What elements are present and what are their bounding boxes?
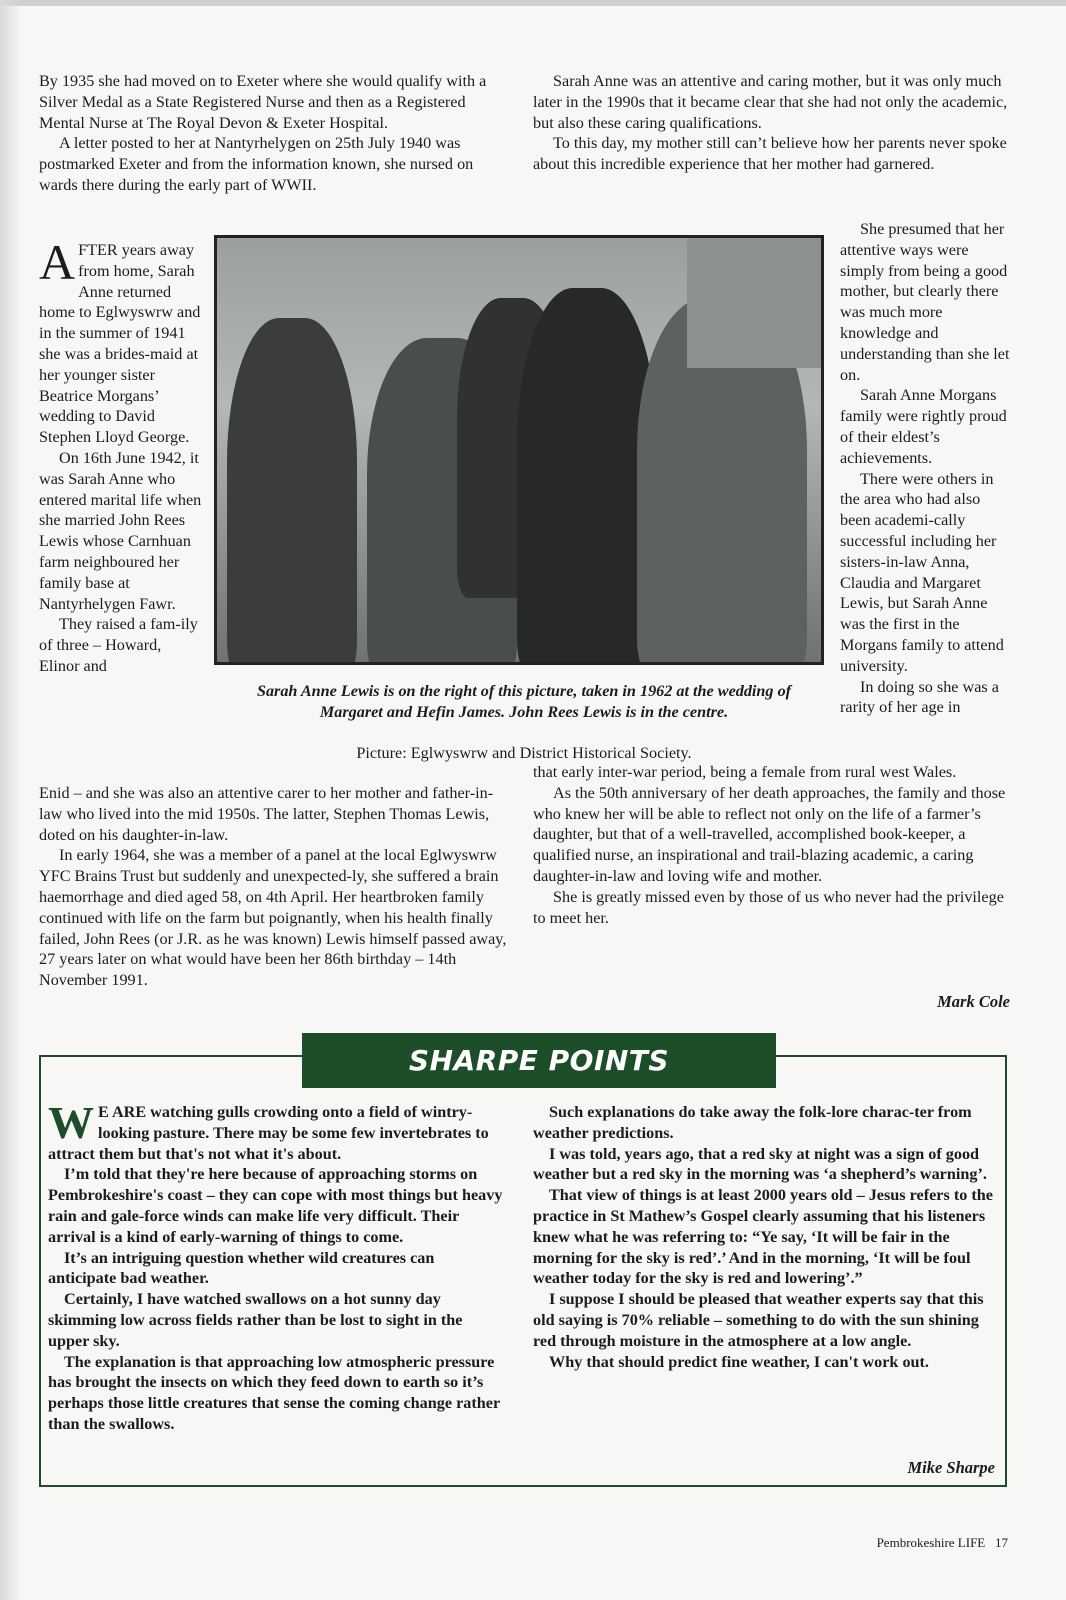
paragraph: There were others in the area who had also been academi-cally successful including her sisters-in-law Anna, Claudia and Margaret Lewis, but Sarah Anne was the first in the Morgans family to attend university. xyxy=(840,469,1004,675)
sharpe-left-column xyxy=(48,1097,504,1435)
publication-name: Pembrokeshire LIFE xyxy=(876,1535,986,1550)
photo-figure xyxy=(227,318,357,665)
photo-figure xyxy=(517,288,657,665)
paragraph: By 1935 she had moved on to Exeter where she would qualify with a Silver Medal as a State Registered Nurse and then as a Registered Mental Nurse at The Royal Devon & Exeter Hospital. xyxy=(39,72,487,132)
page-number: 17 xyxy=(995,1535,1008,1550)
paragraph: On 16th June 1942, it was Sarah Anne who entered marital life when she married John Rees Lewis whose Carnhuan farm neighboured her family base at Nantyrhelygen Fawr. xyxy=(39,448,202,613)
article-bottom-right xyxy=(533,762,1009,928)
article-top-right xyxy=(533,71,1009,175)
article-narrow-left xyxy=(39,234,204,677)
paragraph: That view of things is at least 2000 years old – Jesus refers to the practice in St Mathew’s Gospel clearly assuming that his listeners knew what he was referring to: “Ye say, ‘It will be fair in the morning for the sky is red’.’ And in the morning, ‘It will be foul weather today for the sky is red and lowering’.” xyxy=(533,1186,993,1288)
wedding-photo xyxy=(214,235,824,665)
paragraph: The explanation is that approaching low atmospheric pressure has brought the insects on which they feed down to earth so it’s perhaps those little creatures that sense the coming change rather than the swallows. xyxy=(48,1352,500,1433)
paragraph: They raised a fam-ily of three – Howard, Elinor and xyxy=(39,615,198,675)
page-shadow xyxy=(0,0,22,1600)
article-narrow-right xyxy=(840,219,1010,718)
paragraph: To this day, my mother still can’t believe how her parents never spoke about this incredible experience that her mother had garnered. xyxy=(533,134,1007,174)
paragraph: Certainly, I have watched swallows on a hot sunny day skimming low across fields rather than be lost to sight in the upper sky. xyxy=(48,1290,463,1350)
article-top-left xyxy=(39,71,511,196)
drop-cap: A xyxy=(39,234,76,290)
article-author: Mark Cole xyxy=(937,992,1010,1011)
paragraph-text: E ARE watching gulls crowding onto a field of wintry-looking pasture. There may be some few invertebrates to attract them but that's not what it's about. xyxy=(48,1103,489,1163)
paragraph: She presumed that her attentive ways were simply from being a good mother, but clearly there was much more knowledge and understanding than she let on. xyxy=(840,220,1010,384)
drop-cap: W xyxy=(48,1097,94,1148)
photo-credit: Picture: Eglwyswrw and District Historical Society. xyxy=(356,744,692,762)
photo-stone-wall xyxy=(687,238,824,368)
article-bottom-left xyxy=(39,783,511,991)
paragraph-text: FTER years away from home, Sarah Anne returned home to Eglwyswrw and in the summer of 1941 she was a brides-maid at her younger sister Beatrice Morgans’ wedding to David Stephen Lloyd George. xyxy=(39,241,201,447)
paragraph: Such explanations do take away the folk-lore charac-ter from weather predictions. xyxy=(533,1103,972,1142)
paragraph: A letter posted to her at Nantyrhelygen on 25th July 1940 was postmarked Exeter and from the information known, she nursed on wards there during the early part of WWII. xyxy=(39,134,474,194)
paragraph: In early 1964, she was a member of a panel at the local Eglwyswrw YFC Brains Trust but suddenly and unexpected-ly, she suffered a brain haemorrhage and died aged 58, on 4th April. Her heartbroken family continued with life on the farm but poignantly, when his health finally failed, John Rees (or J.R. as he was known) Lewis himself passed away, 27 years later on what would have been her 86th birthday – 14th November 1991. xyxy=(39,846,507,990)
page-footer xyxy=(780,1535,1008,1551)
paragraph: that early inter-war period, being a female from rural west Wales. xyxy=(533,763,957,781)
sharpe-right-column xyxy=(533,1102,993,1372)
sharpe-points-title: SHARPE POINTS xyxy=(302,1033,776,1088)
paragraph: It’s an intriguing question whether wild creatures can anticipate bad weather. xyxy=(48,1248,435,1288)
paragraph: Enid – and she was also an attentive carer to her mother and father-in-law who lived into the mid 1950s. The latter, Stephen Thomas Lewis, doted on his daughter-in-law. xyxy=(39,784,494,844)
paragraph: Why that should predict fine weather, I can't work out. xyxy=(549,1352,929,1371)
paragraph: Sarah Anne was an attentive and caring mother, but it was only much later in the 1990s that it became clear that she had not only the academic, but also these caring qualifications. xyxy=(533,72,1008,132)
paragraph: I suppose I should be pleased that weather experts say that this old saying is 70% reliable – something to do with the sun shining red through moisture in the atmosphere at a low angle. xyxy=(533,1290,984,1350)
sharpe-author: Mike Sharpe xyxy=(907,1458,995,1477)
paragraph xyxy=(48,1097,504,1164)
paragraph: In doing so she was a rarity of her age in xyxy=(840,677,999,717)
paragraph: Sarah Anne Morgans family were rightly proud of their eldest’s achievements. xyxy=(840,386,1007,467)
paragraph: I’m told that they're here because of approaching storms on Pembrokeshire's coast – they can cope with most things but heavy rain and gale-force winds can make life very difficult. Their arrival is a kind of early-warning of things to come. xyxy=(48,1165,503,1246)
paragraph: She is greatly missed even by those of us who never had the privilege to meet her. xyxy=(533,887,1004,927)
paragraph xyxy=(39,234,204,448)
photo-caption: Sarah Anne Lewis is on the right of this picture, taken in 1962 at the wedding of Margaret and Hefin James. John Rees Lewis is in the centre. xyxy=(256,682,792,721)
page-edge xyxy=(0,0,1066,6)
paragraph: I was told, years ago, that a red sky at night was a sign of good weather but a red sky in the morning was ‘a shepherd’s warning’. xyxy=(533,1144,987,1184)
paragraph: As the 50th anniversary of her death approaches, the family and those who knew her will be able to reflect not only on the life of a farmer’s daughter, but that of a well-travelled, accomplished book-keeper, a qualified nurse, an inspirational and trail-blazing academic, a caring daughter-in-law and loving wife and mother. xyxy=(533,783,1006,885)
